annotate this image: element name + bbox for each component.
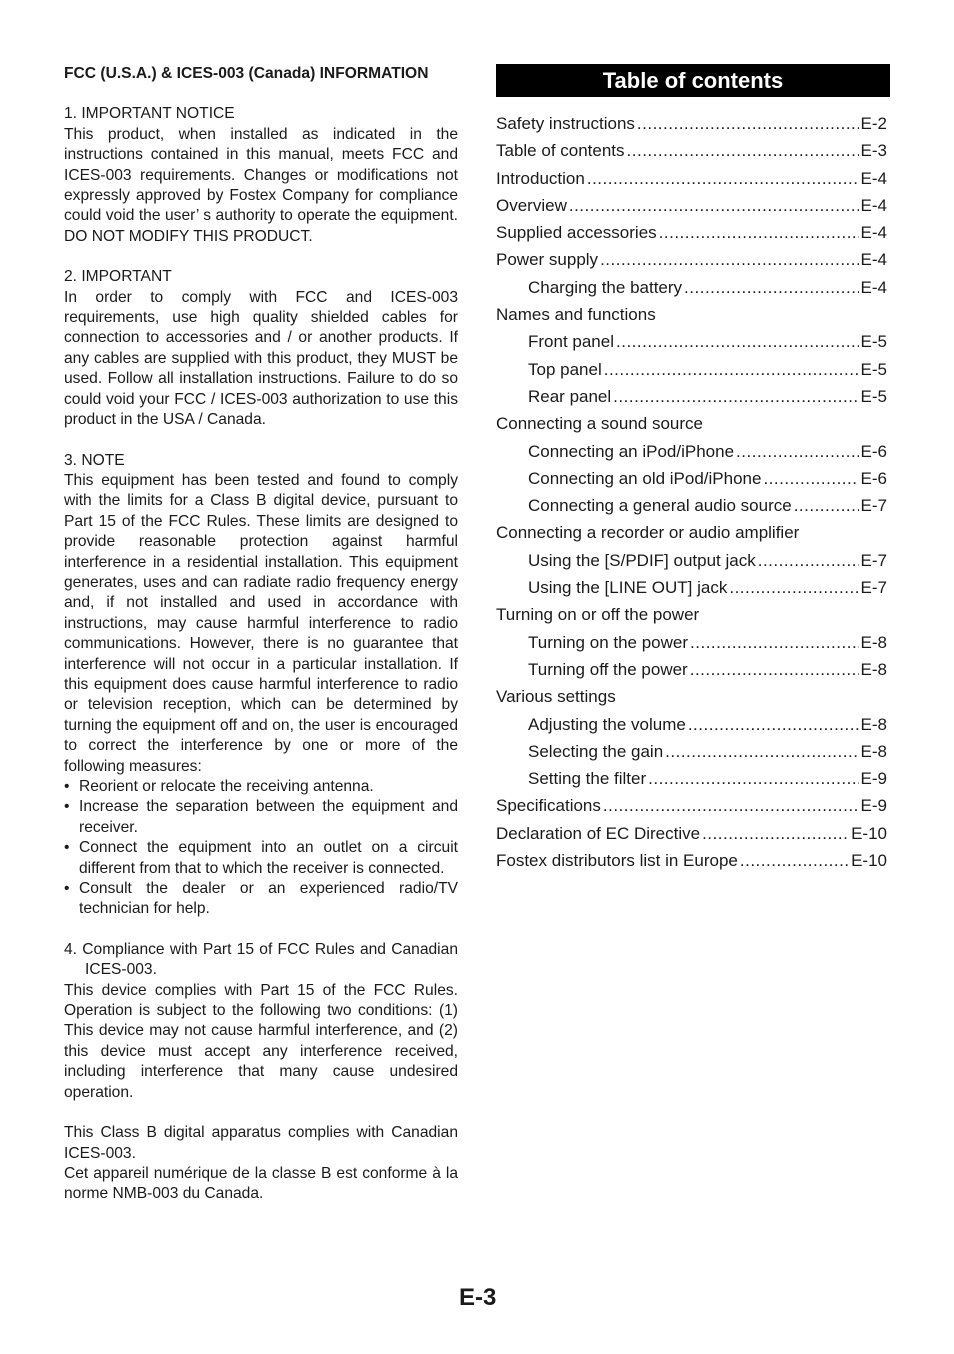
toc-subentry[interactable]: Setting the filter ..... E-9 xyxy=(496,765,887,792)
important-notice-body: This product, when installed as indicated in the instructions contained in this manual, meets FCC and ICES-003 requirements. Changes or modifications not expressly approved by Fostex Company for compliance could void the user’ s authority to operate the equipment. DO NOT MODIFY THIS PRODUCT. xyxy=(64,125,458,245)
toc-list xyxy=(496,110,890,874)
class-b-statement-fr: Cet appareil numérique de la classe B est conforme à la norme NMB-003 du Canada. xyxy=(64,1164,458,1203)
bullet-icon: • xyxy=(64,839,70,857)
note-title: 3. NOTE xyxy=(64,451,125,469)
bullet-icon: • xyxy=(64,880,70,898)
toc-subentry[interactable]: Turning on the power ..... E-8 xyxy=(496,629,887,656)
class-b-statement-en: This Class B digital apparatus complies with Canadian ICES-003. xyxy=(64,1124,458,1162)
toc-entry[interactable]: Power supply ..... E-4 xyxy=(496,246,887,273)
toc-subentry[interactable]: Using the [S/PDIF] output jack ..... E-7 xyxy=(496,547,887,574)
list-item: • Increase the separation between the equipment and receiver. xyxy=(64,798,458,836)
toc-section-heading: Names and functions xyxy=(496,305,656,325)
interference-measures-list xyxy=(64,777,458,920)
important-title: 2. IMPORTANT xyxy=(64,268,172,286)
important-body: In order to comply with FCC and ICES-003 requirements, use high quality shielded cables for connection to accessories and / or another products. If any cables are supplied with this product, they MUST be used. Follow all installation instructions. Failure to do so could void your FCC / ICES-003 authorization to use this product in the USA / Canada. xyxy=(64,288,458,429)
toc-subentry[interactable]: Connecting an old iPod/iPhone ..... E-6 xyxy=(496,465,887,492)
toc-entry[interactable]: Fostex distributors list in Europe ..... E-10 xyxy=(496,847,887,874)
toc-subentry[interactable]: Rear panel ..... E-5 xyxy=(496,383,887,410)
toc-section-heading: Various settings xyxy=(496,687,616,707)
toc-entry[interactable]: Overview ..... E-4 xyxy=(496,192,887,219)
toc-entry[interactable]: Specifications ..... E-9 xyxy=(496,792,887,819)
list-item: • Reorient or relocate the receiving antenna. xyxy=(64,777,458,797)
toc-subentry[interactable]: Connecting a general audio source ..... E-7 xyxy=(496,492,887,519)
toc-entry[interactable]: Introduction ..... E-4 xyxy=(496,165,887,192)
bullet-icon: • xyxy=(64,778,70,795)
toc-subentry[interactable]: Using the [LINE OUT] jack ..... E-7 xyxy=(496,574,887,601)
toc-subentry[interactable]: Turning off the power ..... E-8 xyxy=(496,656,887,683)
page-number: E-3 xyxy=(459,1284,497,1311)
toc-subentry[interactable]: Charging the battery ..... E-4 xyxy=(496,274,887,301)
toc-entry[interactable]: Declaration of EC Directive ..... E-10 xyxy=(496,820,887,847)
toc-entry[interactable]: Safety instructions ..... E-2 xyxy=(496,110,887,137)
toc-subentry[interactable]: Top panel ..... E-5 xyxy=(496,356,887,383)
compliance-title: 4. Compliance with Part 15 of FCC Rules and Canadian ICES-003. xyxy=(64,940,458,979)
compliance-body: This device complies with Part 15 of the FCC Rules. Operation is subject to the following two conditions: (1) This device may not cause harmful interference, and (2) this device must accept any interference received, including interference that many cause undesired operation. xyxy=(64,981,458,1101)
toc-subentry[interactable]: Front panel ..... E-5 xyxy=(496,328,887,355)
list-item: • Connect the equipment into an outlet on a circuit different from that to which the receiver is connected. xyxy=(64,839,458,877)
toc-subentry[interactable]: Selecting the gain ..... E-8 xyxy=(496,738,887,765)
table-of-contents xyxy=(496,64,890,874)
toc-entry[interactable]: Table of contents ..... E-3 xyxy=(496,137,887,164)
toc-entry[interactable]: Supplied accessories ..... E-4 xyxy=(496,219,887,246)
toc-subentry[interactable]: Adjusting the volume ..... E-8 xyxy=(496,711,887,738)
toc-subentry[interactable]: Connecting an iPod/iPhone ..... E-6 xyxy=(496,438,887,465)
important-notice-title: 1. IMPORTANT NOTICE xyxy=(64,105,235,123)
fcc-heading: FCC (U.S.A.) & ICES-003 (Canada) INFORMATION xyxy=(64,65,429,82)
note-body: This equipment has been tested and found to comply with the limits for a Class B digital device, pursuant to Part 15 of the FCC Rules. These limits are designed to provide reasonable protection against harmful interference in a residential installation. This equipment generates, uses and can radiate radio frequency energy and, if not installed and used in accordance with instructions, may cause harmful interference to radio communications. However, there is no guarantee that interference will not occur in a particular installation. If this equipment does cause harmful interference to radio or television reception, which can be determined by turning the equipment off and on, the user is encouraged to correct the interference by one or more of the following measures: xyxy=(64,471,458,775)
toc-section-heading: Connecting a sound source xyxy=(496,414,703,434)
list-item: • Consult the dealer or an experienced radio/TV technician for help. xyxy=(64,880,458,918)
toc-title: Table of contents xyxy=(496,64,890,97)
bullet-icon: • xyxy=(64,798,70,816)
toc-section-heading: Turning on or off the power xyxy=(496,605,700,625)
fcc-information-column xyxy=(64,64,458,1205)
toc-section-heading: Connecting a recorder or audio amplifier xyxy=(496,523,800,543)
